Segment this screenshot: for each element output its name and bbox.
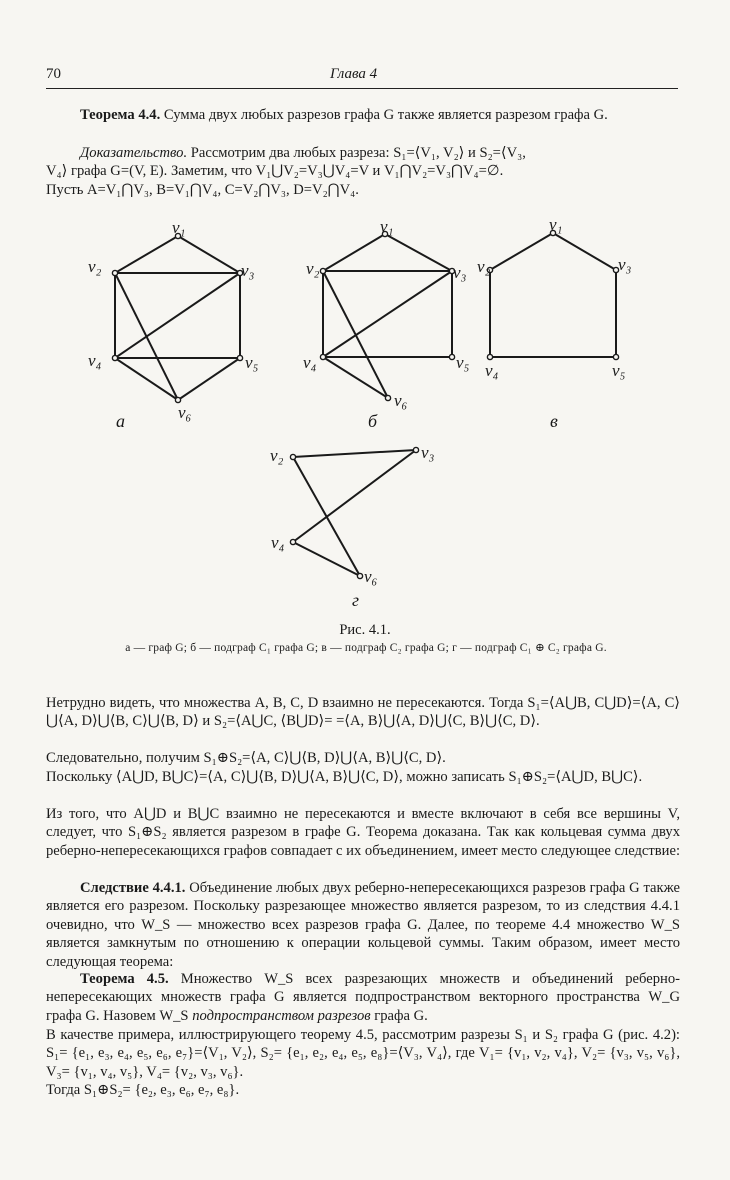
graph-panel-c xyxy=(490,233,616,357)
theorem-4-5-text-1: Множество W_S всех разрезающих множеств и объединений реберно-непересекающих множеств графа G является подпространством векторного пространства W_G графа G. Назовем W_S xyxy=(46,971,680,1024)
vertex-d-v4 xyxy=(290,539,295,544)
proof-label: Доказательство. xyxy=(80,145,188,161)
vertex-d-v6 xyxy=(357,573,362,578)
label-a-v3: v₃ xyxy=(241,261,255,280)
edge-b-v1-v3 xyxy=(385,234,452,271)
graph-panel-d xyxy=(293,450,416,576)
label-a-v5: v₅ xyxy=(245,353,259,372)
body-para-3: Поскольку ⟨A⋃D, B⋃C⟩=⟨A, C⟩⋃⟨B, D⟩⋃⟨A, B⟩⋃⟨C, D⟩, можно записать S₁⊕S₂=⟨A⋃D, B⋃C⟩. xyxy=(46,769,643,785)
body-para-6: Тогда S₁⊕S₂= {e₂, e₃, e₆, e₇, e₈}. xyxy=(46,1082,240,1098)
body-para-4: Из того, что A⋃D и B⋃C взаимно не пересекаются и вместе включают в себя все вершины V, следует, что S₁⊕S₂ является разрезом в графе G. Теорема доказана. Так как кольцевая сумма двух реберно-непересекающихся графов совпадает с их объединением, имеет место следующее следствие: xyxy=(46,806,681,859)
edge-b-v2-v6 xyxy=(323,271,388,398)
corollary-4-4-1 xyxy=(46,879,680,971)
edge-a-v1-v3 xyxy=(178,236,240,273)
edge-b-v1-v2 xyxy=(323,234,385,271)
vertex-a-v5 xyxy=(237,355,242,360)
label-b-v4: v₄ xyxy=(303,353,317,372)
vertex-c-v5 xyxy=(613,354,618,359)
theorem-4-5-text-2: графа G. xyxy=(370,1007,428,1024)
vertex-a-v4 xyxy=(112,355,117,360)
body-para-5: В качестве примера, иллюстрирующего теорему 4.5, рассмотрим разрезы S₁ и S₂ графа G (рис. 4.2): S₁= {e₁, e₃, e₄, e₅, e₆, e₇}=⟨V₁, V₂⟩, S₂= {e₁, e₂, e₄, e₅, e₈}=⟨V₃, V₄⟩, где V₁= {v₁, v₂, v₄}, V₂= {v₃, v₅, v₆}, V₃= {v₁, v₄, v₅}, V₄= {v₂, v₃, v₆}. xyxy=(46,1027,680,1080)
vertex-a-v2 xyxy=(112,270,117,275)
proof-line-2: V₄⟩ графа G=(V, E). Заметим, что V₁⋃V₂=V₃⋃V₄=V и V₁⋂V₂=V₃⋂V₄=∅. xyxy=(46,163,504,180)
edge-c-v1-v2 xyxy=(490,233,553,270)
label-b-v3: v₃ xyxy=(453,263,467,282)
label-a-v2: v₂ xyxy=(88,257,102,276)
vertex-b-v5 xyxy=(449,354,454,359)
panel-label-a: а xyxy=(116,411,125,431)
vertex-c-v4 xyxy=(487,354,492,359)
figure-caption: а — граф G; б — подграф C₁ графа G; в — подграф C₂ графа G; г — подграф C₁ ⊕ C₂ графа G. xyxy=(125,642,607,654)
theorem-4-5-term: подпространством разрезов xyxy=(192,1007,371,1024)
label-b-v6: v₆ xyxy=(394,391,408,410)
theorem-4-4-label: Теорема 4.4. xyxy=(80,107,161,123)
label-d-v3: v₃ xyxy=(421,443,435,462)
body-para-1: Нетрудно видеть, что множества A, B, C, D взаимно не пересекаются. Тогда S₁=⟨A⋃B, C⋃D⟩=⟨A, C⟩⋃⟨A, D⟩⋃⟨B, C⟩⋃⟨B, D⟩ и S₂=⟨A⋃C, ⟨B⋃D⟩= =⟨A, B⟩⋃⟨A, D⟩⋃⟨C, B⟩⋃⟨C, D⟩. xyxy=(46,695,680,730)
label-c-v1: v₁ xyxy=(549,215,563,234)
figure-title: Рис. 4.1. xyxy=(339,622,391,638)
theorem-4-5 xyxy=(46,970,680,1025)
edge-a-v1-v2 xyxy=(115,236,178,273)
panel-label-c: в xyxy=(550,411,558,431)
proof-line-3: Пусть A=V₁⋂V₃, B=V₁⋂V₄, C=V₂⋂V₃, D=V₂⋂V₄. xyxy=(46,181,359,198)
corollary-label: Следствие 4.4.1. xyxy=(80,880,186,896)
edge-a-v3-v4 xyxy=(115,273,240,358)
vertex-b-v2 xyxy=(320,268,325,273)
theorem-4-5-label: Теорема 4.5. xyxy=(80,971,169,987)
edge-d-v3-v4 xyxy=(293,450,416,542)
edge-d-v2-v3 xyxy=(293,450,416,457)
label-a-v6: v₆ xyxy=(178,403,192,422)
label-d-v2: v₂ xyxy=(270,446,284,465)
body-para-2: Следовательно, получим S₁⊕S₂=⟨A, C⟩⋃⟨B, D⟩⋃⟨A, B⟩⋃⟨C, D⟩. xyxy=(46,750,446,766)
corollary-text: Объединение любых двух реберно-непересекающихся разрезов графа G также является его разрезом. Поскольку разрезающее множество является разрезом, то из следствия 4.4.1 очевидно, что W_S — множество всех разрезов графа G. Далее, по теореме 4.4 множество W_S является замкнутым по отношению к операции кольцевой суммы. Таким образом, имеет место следующая теорема: xyxy=(46,880,680,970)
label-a-v4: v₄ xyxy=(88,351,102,370)
vertex-d-v2 xyxy=(290,454,295,459)
vertex-d-v3 xyxy=(413,447,418,452)
proof-line-1: Рассмотрим два любых разреза: S₁=⟨V₁, V₂⟩ и S₂=⟨V₃, xyxy=(187,145,526,161)
page-number: 70 xyxy=(46,66,61,82)
edge-b-v3-v4 xyxy=(323,271,452,357)
edge-a-v2-v6 xyxy=(115,273,178,400)
label-d-v4: v₄ xyxy=(271,533,285,552)
edge-a-v5-v6 xyxy=(178,358,240,400)
label-b-v1: v₁ xyxy=(380,217,394,236)
graph-panel-b xyxy=(323,234,452,398)
label-c-v2: v₂ xyxy=(477,257,491,276)
label-d-v6: v₆ xyxy=(364,567,378,586)
vertex-b-v6 xyxy=(385,395,390,400)
chapter-title: Глава 4 xyxy=(330,66,378,82)
label-a-v1: v₁ xyxy=(172,218,186,237)
panel-label-b: б xyxy=(368,411,378,431)
label-c-v4: v₄ xyxy=(485,361,499,380)
graph-panel-a xyxy=(115,236,240,400)
label-c-v3: v₃ xyxy=(618,255,632,274)
vertex-a-v6 xyxy=(175,397,180,402)
label-b-v2: v₂ xyxy=(306,259,320,278)
theorem-4-4-text: Сумма двух любых разрезов графа G также является разрезом графа G. xyxy=(160,107,608,123)
panel-label-d: г xyxy=(352,590,360,610)
label-b-v5: v₅ xyxy=(456,353,470,372)
label-c-v5: v₅ xyxy=(612,361,626,380)
edge-c-v1-v3 xyxy=(553,233,616,270)
vertex-b-v4 xyxy=(320,354,325,359)
